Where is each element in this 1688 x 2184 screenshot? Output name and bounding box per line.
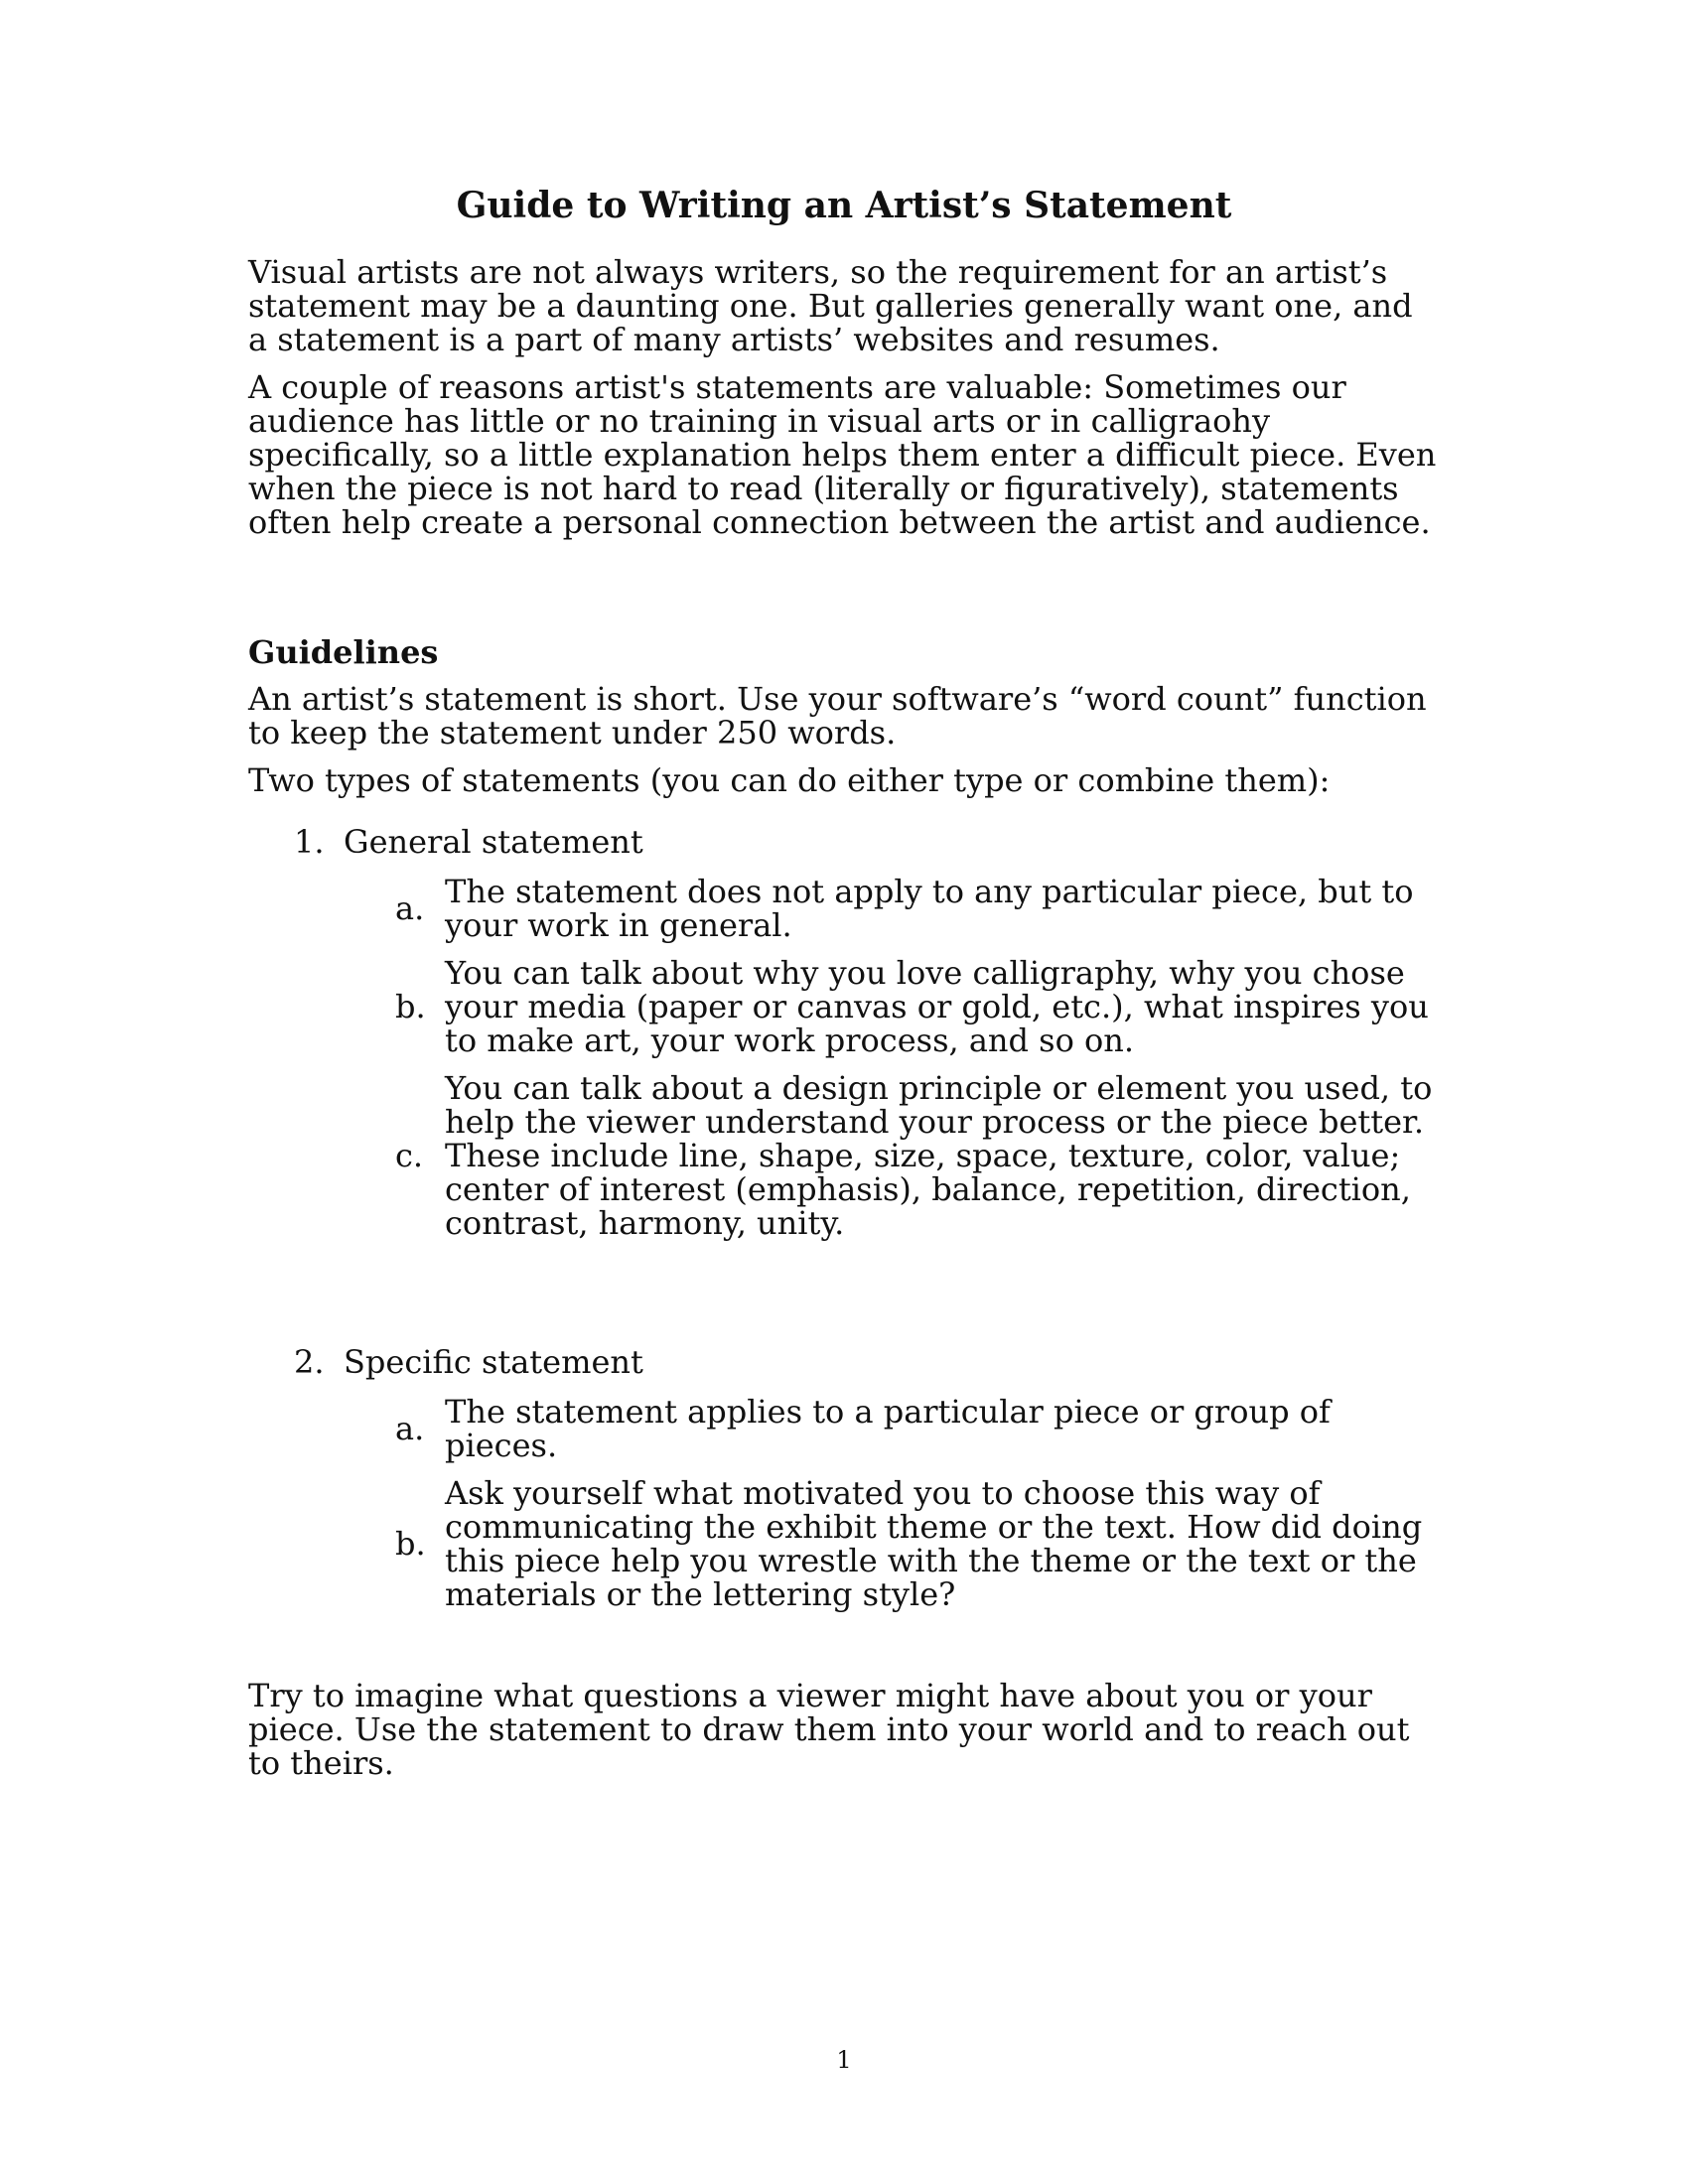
- statement-type-item: [294, 825, 1440, 859]
- intro-paragraph-1: Visual artists are not always writers, so the requirement for an artist’s statement may be a daunting one. But galleries generally want one, and a statement is a part of many artists’ websites and resumes.: [248, 253, 1413, 358]
- sublist-item: [395, 956, 1440, 1057]
- sublist-marker: b.: [395, 988, 426, 1025]
- list-number: 2.: [294, 1343, 325, 1381]
- sublist-text: You can talk about a design principle or element you used, to help the viewer understand your process or the piece better. These include line, shape, size, space, texture, color, value; center of interest (emphasis), balance, repetition, direction, contrast, harmony, unity.: [445, 1069, 1433, 1242]
- guidelines-heading: Guidelines: [248, 633, 439, 671]
- document-content: [248, 184, 1440, 1794]
- statement-type-item: [294, 1345, 1440, 1379]
- guidelines-paragraph-1: An artist’s statement is short. Use your software’s “word count” function to keep the statement under 250 words.: [248, 680, 1427, 751]
- general-statement-sublist: [248, 875, 1440, 1240]
- sublist-text: The statement does not apply to any particular piece, but to your work in general.: [445, 873, 1414, 944]
- specific-statement-sublist: [248, 1395, 1440, 1611]
- list-item-label: General statement: [344, 823, 643, 861]
- sublist-item: [395, 875, 1440, 942]
- sublist-text: The statement applies to a particular piece or group of pieces.: [445, 1393, 1331, 1464]
- document-title: Guide to Writing an Artist’s Statement: [456, 185, 1232, 226]
- sublist-marker: a.: [395, 1410, 425, 1447]
- guidelines-paragraph-2: Two types of statements (you can do either type or combine them):: [248, 761, 1331, 799]
- sublist-marker: a.: [395, 889, 425, 927]
- closing-spacer: [248, 1625, 1440, 1679]
- sublist-item: [395, 1476, 1440, 1611]
- list-item-label: Specific statement: [344, 1343, 643, 1381]
- page-number: 1: [836, 2046, 852, 2074]
- sublist-item: [395, 1395, 1440, 1462]
- list-number: 1.: [294, 823, 325, 861]
- sublist-text: You can talk about why you love calligraphy, why you chose your media (paper or canvas or gold, etc.), what inspires you to make art, your work process, and so on.: [445, 954, 1429, 1059]
- intro-paragraph-2: A couple of reasons artist's statements are valuable: Sometimes our audience has little or no training in visual arts or in calligraohy specifically, so a little explanation helps them enter a difficult piece. Even when the piece is not hard to read (literally or figuratively), statements often help create a personal connection between the artist and audience.: [248, 368, 1437, 541]
- sublist-text: Ask yourself what motivated you to choose this way of communicating the exhibit theme or the text. How did doing this piece help you wrestle with the theme or the text or the materials or the lettering style?: [445, 1474, 1423, 1613]
- sublist-item: [395, 1071, 1440, 1240]
- section-spacer: [248, 553, 1440, 632]
- sublist-marker: b.: [395, 1525, 426, 1563]
- closing-paragraph: Try to imagine what questions a viewer might have about you or your piece. Use the statement to draw them into your world and to reach out to theirs.: [248, 1677, 1410, 1782]
- list-spacer: [248, 1254, 1440, 1345]
- sublist-marker: c.: [395, 1137, 424, 1174]
- statement-types-list: [248, 825, 1440, 1611]
